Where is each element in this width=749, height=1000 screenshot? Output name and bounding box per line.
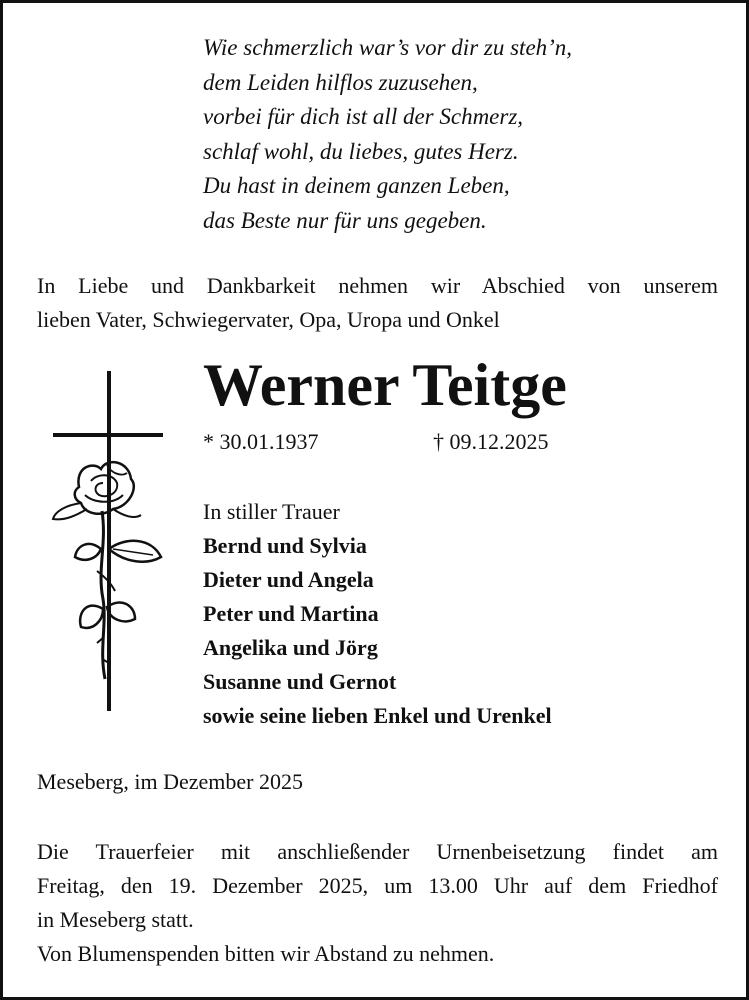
mourner-entry: sowie seine lieben Enkel und Urenkel (203, 703, 552, 728)
intro-line: In Liebe und Dankbarkeit nehmen wir Abschied von unserem (37, 273, 718, 298)
memorial-poem (203, 31, 572, 238)
poem-line: Wie schmerzlich war’s vor dir zu steh’n, (203, 35, 573, 60)
mourner-entry: Susanne und Gernot (203, 669, 397, 694)
mourners-heading: In stiller Trauer (203, 499, 340, 524)
mourners-block (203, 495, 552, 733)
mourner-entry: Dieter und Angela (203, 567, 374, 592)
mourner-entry: Peter und Martina (203, 601, 379, 626)
service-line: Von Blumenspenden bitten wir Abstand zu nehmen. (37, 941, 495, 966)
death-date: † 09.12.2025 (433, 429, 549, 454)
mourner-entry: Angelika und Jörg (203, 635, 378, 660)
service-line: in Meseberg statt. (37, 907, 194, 932)
intro-line: lieben Vater, Schwiegervater, Opa, Uropa und Onkel (37, 307, 500, 332)
farewell-intro (37, 269, 718, 337)
poem-line: das Beste nur für uns gegeben. (203, 207, 487, 233)
mourner-entry: Bernd und Sylvia (203, 533, 367, 558)
deceased-name: Werner Teitge (203, 352, 567, 418)
poem-line: schlaf wohl, du liebes, gutes Herz. (203, 138, 519, 164)
service-line: Freitag, den 19. Dezember 2025, um 13.00 Uhr auf dem Friedhof (37, 873, 718, 898)
place-and-date: Meseberg, im Dezember 2025 (37, 769, 303, 794)
birth-date: * 30.01.1937 (203, 429, 319, 454)
service-information (37, 835, 718, 971)
poem-line: dem Leiden hilflos zuzusehen, (203, 69, 478, 95)
service-line: Die Trauerfeier mit anschließender Urnenbeisetzung findet am (37, 839, 718, 864)
poem-line: Du hast in deinem ganzen Leben, (203, 173, 510, 198)
cross-with-rose-icon (47, 369, 167, 715)
poem-line: vorbei für dich ist all der Schmerz, (203, 104, 524, 129)
